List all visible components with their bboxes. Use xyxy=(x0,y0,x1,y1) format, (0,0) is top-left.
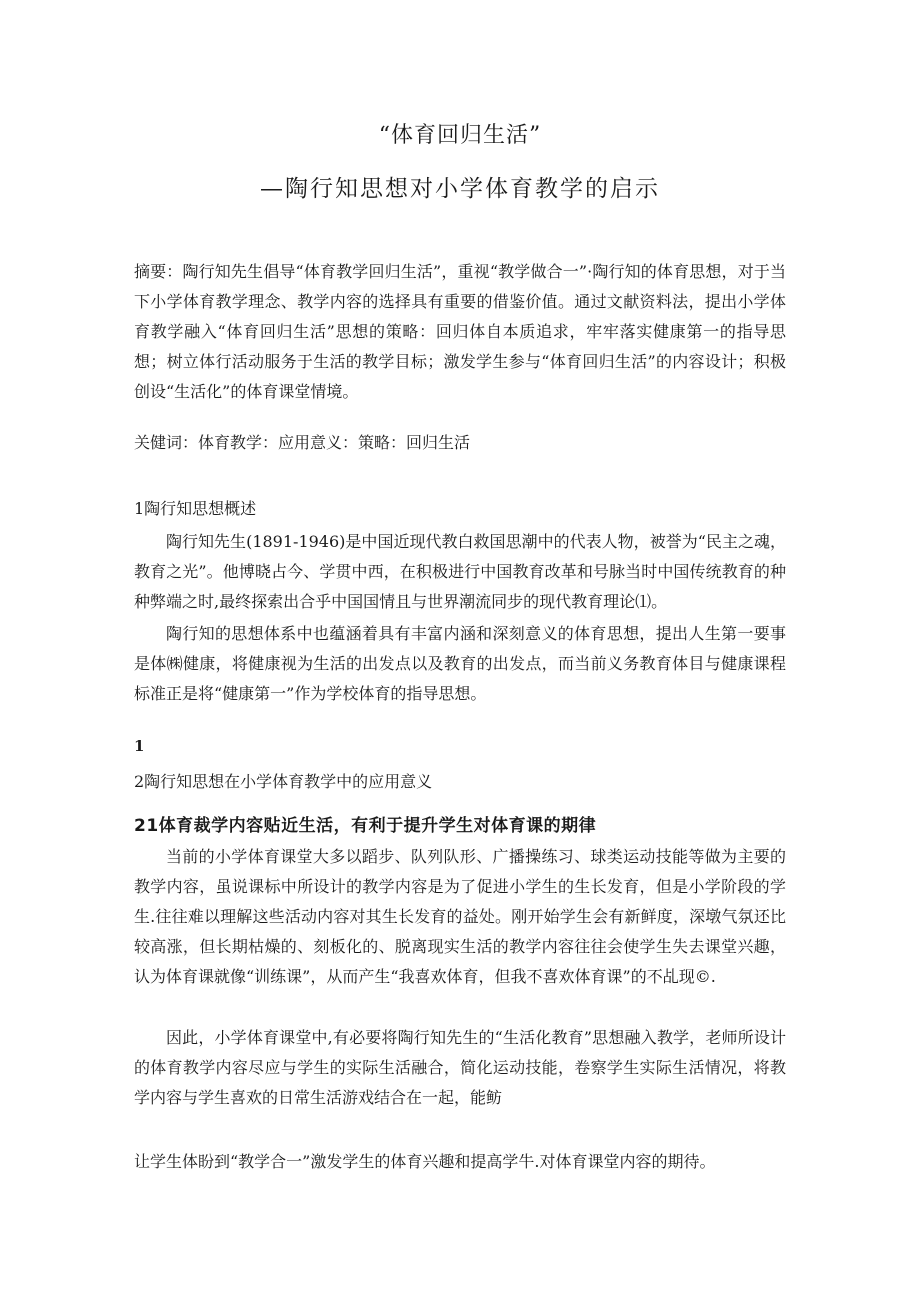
abstract-paragraph: 摘要：陶行知先生倡导“体育教学回归生活”，重视“教学做合一”·陶行知的体育思想，对于当下小学体育教学理念、教学内容的选择具有重要的借鉴价值。通过文献资料法，提出小学体育教学融入“体育回归生活”思想的策略：回归体自本质追求，牢牢落实健康第一的指导思想；树立体行活动服务于生活的教学目标；激发学生参与“体育回归生活”的内容设计；积极创设“生活化”的体育课堂情境。 xyxy=(134,262,786,401)
section-2-paragraph-1: 当前的小学体育课堂大多以蹈步、队列队形、广播操练习、球类运动技能等做为主要的教学内容，虽说课标中所设计的教学内容是为了促进小学生的生长发育，但是小学阶段的学生.往往难以理解这些活动内容对其生长发育的益处。刚开始学生会有新鲜度，深墩气氛还比较高涨，但长期枯燥的、刻板化的、脱离现实生活的教学内容往往会使学生失去课堂兴趣，认为体育课就像“训练课”，从而产生“我喜欢体育，但我不喜欢体育课”的不乩现©. xyxy=(134,847,786,986)
section-2-continuation: 让学生体盼到“教学合一”激发学生的体育兴趣和提高学牛.对体育课堂内容的期待。 xyxy=(134,1152,716,1171)
section-2-paragraph-2: 因此，小学体育课堂中,有必要将陶行知先生的“生活化教育”思想融入教学，老师所设计的体育教学内容尽应与学生的实际生活融合，简化运动技能，卷察学生实际生活情况，将教学内容与学生喜欢的日常生活游戏结合在一起，能鲂 xyxy=(134,1028,786,1107)
section-1-heading: 1陶行知思想概述 xyxy=(134,499,257,518)
section-2-1-subheading: 21体育裁学内容贴近生活，有利于提升学生对体育课的期律 xyxy=(134,816,597,836)
document-subtitle: —陶行知思想对小学体育教学的启示 xyxy=(260,176,660,202)
section-2-heading: 2陶行知思想在小学体育教学中的应用意义 xyxy=(134,772,433,791)
document-title: “体育回归生活” xyxy=(378,123,542,148)
page-number: 1 xyxy=(134,737,145,755)
section-1-paragraph-1: 陶行知先生(1891-1946)是中国近现代教白救国思潮中的代表人物，被誉为“民主之魂，教育之光”。他博晓占今、学贯中西，在积极进行中国教育改革和号脉当时中国传统教育的种种弊端之时,最终探索出合乎中国国情且与世界潮流同步的现代教育理论⑴。 xyxy=(134,532,786,611)
keywords-line: 关健词：体育教学：应用意义：策略：回归生活 xyxy=(134,433,471,452)
section-1-paragraph-2: 陶行知的思想体系中也蕴涵着具有丰富内涵和深刻意义的体育思想，提出人生第一要事是体㈱健康，将健康视为生活的出发点以及教育的出发点，而当前义务教育体目与健康课程标准正是将“健康第一”作为学校体育的指导思想。 xyxy=(134,624,786,703)
